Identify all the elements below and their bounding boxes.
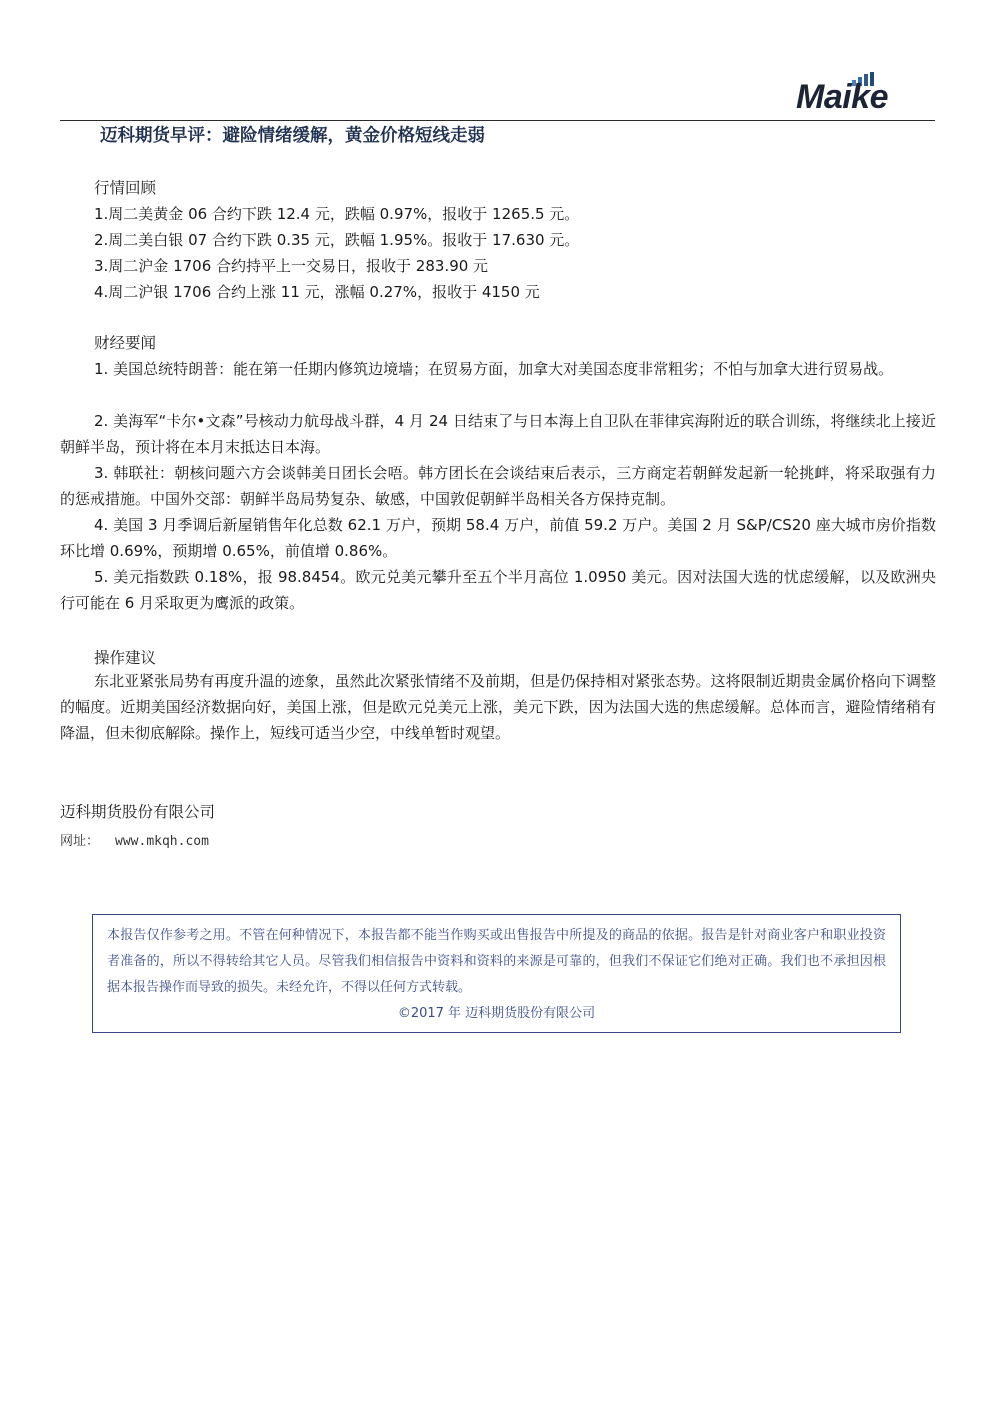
- news-item-text: 4. 美国 3 月季调后新屋销售年化总数 62.1 万户，预期 58.4 万户，前值 59.2 万户。美国 2 月 S&P/CS20 座大城市房价指数环比增 0.69%，预期增 0.65%，前值增 0.86%。: [60, 516, 936, 560]
- market-review-heading: 行情回顾: [94, 179, 157, 197]
- disclaimer-text: 本报告仅作参考之用。不管在何种情况下，本报告都不能当作购买或出售报告中所提及的商品的依据。报告是针对商业客户和职业投资者准备的，所以不得转给其它人员。尽管我们相信报告中资料和资料的来源是可靠的，但我们不保证它们绝对正确。我们也不承担因根据本报告操作而导致的损失。未经允许，不得以任何方式转载。: [107, 928, 886, 995]
- news-item-text: 2. 美海军“卡尔•文森”号核动力航母战斗群，4 月 24 日结束了与日本海上自卫队在菲律宾海附近的联合训练，将继续北上接近朝鲜半岛，预计将在本月末抵达日本海。: [60, 412, 936, 456]
- news-item: [60, 460, 936, 512]
- news-item: [60, 356, 936, 382]
- news-item: [60, 408, 936, 460]
- news-item: [60, 564, 936, 616]
- market-review-item: 1.周二美黄金 06 合约下跌 12.4 元，跌幅 0.97%，报收于 1265.5 元。: [94, 205, 580, 223]
- advice-text: 东北亚紧张局势有再度升温的迹象，虽然此次紧张情绪不及前期，但是仍保持相对紧张态势。这将限制近期贵金属价格向下调整的幅度。近期美国经济数据向好，美国上涨，但是欧元兑美元上涨，美元下跌，因为法国大选的焦虑缓解。总体而言，避险情绪稍有降温，但未彻底解除。操作上，短线可适当少空，中线单暂时观望。: [60, 672, 936, 742]
- news-heading: 财经要闻: [94, 334, 157, 352]
- website-label: 网址：: [60, 834, 100, 849]
- website-line: [60, 830, 209, 849]
- company-name: 迈科期货股份有限公司: [60, 803, 216, 821]
- header-rule: [60, 120, 935, 121]
- news-item-text: 3. 韩联社：朝核问题六方会谈韩美日团长会唔。韩方团长在会谈结束后表示，三方商定若朝鲜发起新一轮挑衅，将采取强有力的惩戒措施。中国外交部：朝鲜半岛局势复杂、敏感，中国敦促朝鲜半岛相关各方保持克制。: [60, 464, 936, 508]
- report-title: 迈科期货早评：避险情绪缓解，黄金价格短线走弱: [100, 126, 485, 146]
- market-review-item: 4.周二沪银 1706 合约上涨 11 元，涨幅 0.27%，报收于 4150 元: [94, 283, 540, 301]
- market-review-item: 3.周二沪金 1706 合约持平上一交易日，报收于 283.90 元: [94, 257, 489, 275]
- market-review-item: 2.周二美白银 07 合约下跌 0.35 元，跌幅 1.95%。报收于 17.630 元。: [94, 231, 580, 249]
- disclaimer-box: [92, 914, 901, 1033]
- news-item: [60, 512, 936, 564]
- advice-heading: 操作建议: [94, 649, 157, 667]
- copyright-text: ©2017 年 迈科期货股份有限公司: [397, 1006, 596, 1021]
- advice-paragraph: [60, 668, 936, 746]
- news-item-text: 1. 美国总统特朗普：能在第一任期内修筑边境墙；在贸易方面，加拿大对美国态度非常粗劣；不怕与加拿大进行贸易战。: [94, 360, 894, 378]
- maike-logo: [790, 72, 935, 118]
- logo-text: Maike: [796, 78, 888, 116]
- website-link[interactable]: www.mkqh.com: [115, 834, 209, 849]
- news-item-text: 5. 美元指数跌 0.18%，报 98.8454。欧元兑美元攀升至五个半月高位 1.0950 美元。因对法国大选的忧虑缓解，以及欧洲央行可能在 6 月采取更为鹰派的政策。: [60, 568, 936, 612]
